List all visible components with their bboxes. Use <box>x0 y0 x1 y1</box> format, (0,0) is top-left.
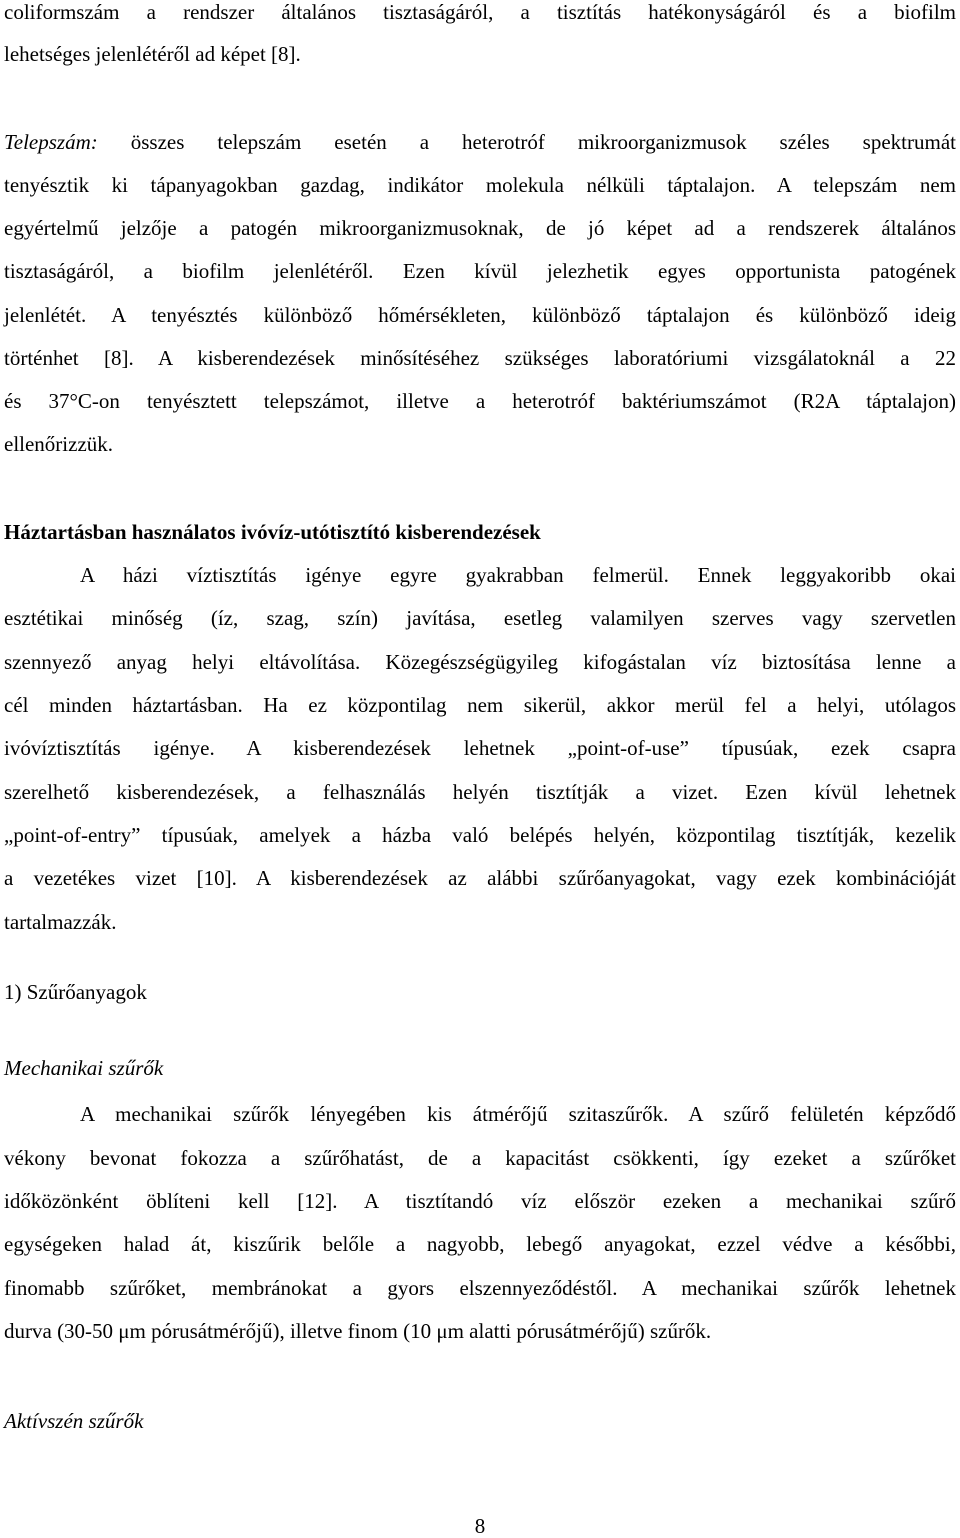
paragraph-line: lehetséges jelenlétéről ad képet [8]. <box>4 42 301 66</box>
paragraph-line: szerelhető kisberendezések, a felhasználás helyén tisztítják a vizet. Ezen kívül lehetnek <box>4 780 956 804</box>
paragraph-line: ellenőrizzük. <box>4 432 114 456</box>
section-heading: Háztartásban használatos ivóvíz-utótisztító kisberendezések <box>4 520 541 544</box>
paragraph-line: ivóvíztisztítás igénye. A kisberendezések lehetnek „point-of-use” típusúak, ezek csapra <box>4 736 956 760</box>
paragraph-line: tenyésztik ki tápanyagokban gazdag, indikátor molekula nélküli táptalajon. A telepszám nem <box>4 173 956 197</box>
paragraph-line: A mechanikai szűrők lényegében kis átmérőjű szitaszűrők. A szűrő felületén képződő <box>80 1102 956 1126</box>
list-heading: 1) Szűrőanyagok <box>4 980 147 1004</box>
paragraph-line: és 37°C-on tenyésztett telepszámot, illetve a heterotróf baktériumszámot (R2A táptalajon) <box>4 389 956 413</box>
page-number: 8 <box>474 1514 486 1538</box>
paragraph-line: időközönként öblíteni kell [12]. A tisztítandó víz először ezeken a mechanikai szűrő <box>4 1189 956 1213</box>
paragraph-line: egységeken halad át, kiszűrik belőle a nagyobb, lebegő anyagokat, ezzel védve a későbbi, <box>4 1232 956 1256</box>
paragraph-line: tartalmazzák. <box>4 910 117 934</box>
paragraph-line: tisztaságáról, a biofilm jelenlétéről. Ezen kívül jelezhetik egyes opportunista patogének <box>4 259 956 283</box>
term-label: Telepszám: <box>4 130 98 154</box>
paragraph-line: A házi víztisztítás igénye egyre gyakrabban felmerül. Ennek leggyakoribb okai <box>80 563 956 587</box>
term-text: összes telepszám esetén a heterotróf mikroorganizmusok széles spektrumát <box>130 130 956 154</box>
paragraph-line: vékony bevonat fokozza a szűrőhatást, de a kapacitást csökkenti, így ezeket a szűrőket <box>4 1146 956 1170</box>
paragraph-line: egyértelmű jelzője a patogén mikroorganizmusoknak, de jó képet ad a rendszerek általános <box>4 216 956 240</box>
subheading-mechanical-filters: Mechanikai szűrők <box>4 1056 164 1080</box>
paragraph-line: „point-of-entry” típusúak, amelyek a házba való belépés helyén, központilag tisztítják, kezelik <box>4 823 956 847</box>
paragraph-line: cél minden háztartásban. Ha ez központilag nem sikerül, akkor merül fel a helyi, utólagos <box>4 693 956 717</box>
paragraph-line <box>4 130 956 154</box>
paragraph-line: durva (30-50 μm pórusátmérőjű), illetve finom (10 μm alatti pórusátmérőjű) szűrők. <box>4 1319 712 1343</box>
paragraph-line: a vezetékes vizet [10]. A kisberendezések az alábbi szűrőanyagokat, vagy ezek kombinációját <box>4 866 956 890</box>
paragraph-line: finomabb szűrőket, membránokat a gyors elszennyeződéstől. A mechanikai szűrők lehetnek <box>4 1276 956 1300</box>
paragraph-line: szennyező anyag helyi eltávolítása. Közegészségügyileg kifogástalan víz biztosítása lenne a <box>4 650 956 674</box>
paragraph-line: jelenlétét. A tenyésztés különböző hőmérsékleten, különböző táptalajon és különböző ideig <box>4 303 956 327</box>
paragraph-line: történhet [8]. A kisberendezések minősítéséhez szükséges laboratóriumi vizsgálatoknál a 22 <box>4 346 956 370</box>
paragraph-line: esztétikai minőség (íz, szag, szín) javítása, esetleg valamilyen szerves vagy szervetlen <box>4 606 956 630</box>
subheading-activated-carbon-filters: Aktívszén szűrők <box>4 1409 144 1433</box>
paragraph-line: coliformszám a rendszer általános tisztaságáról, a tisztítás hatékonyságáról és a biofilm <box>4 0 956 24</box>
